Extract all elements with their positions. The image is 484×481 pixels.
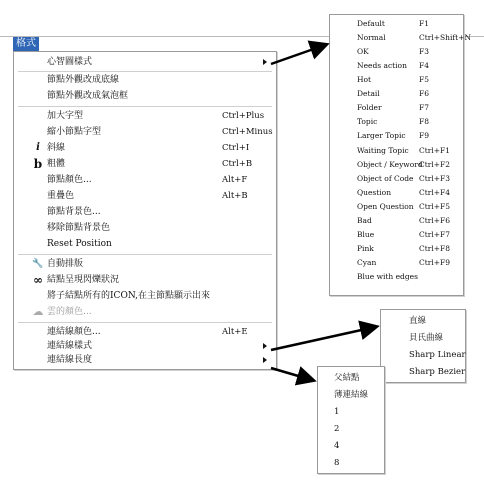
- menu-item-remove-bg-color[interactable]: [14, 220, 276, 236]
- menu-item-node-bg-color[interactable]: [14, 204, 276, 220]
- menu-separator: [18, 322, 272, 323]
- menu-format[interactable]: 格式: [13, 37, 39, 51]
- menu-item-label: 將子結點所有的ICON,在主節點顯示出來: [47, 291, 210, 301]
- format-menu-bottom: [13, 351, 277, 370]
- arrow-to-edge-style-submenu: [271, 327, 375, 350]
- style-item-label: Pink: [357, 244, 374, 253]
- submenu-arrow-icon: [263, 59, 267, 65]
- menu-item-label: 粗體: [47, 159, 66, 169]
- style-item-label: Needs action: [357, 61, 407, 70]
- style-item-label: Waiting Topic: [357, 146, 409, 155]
- menu-item-mindmap-style[interactable]: [14, 54, 276, 70]
- menu-item-accelerator: Ctrl+B: [222, 159, 253, 169]
- edge-width-item[interactable]: [318, 455, 384, 471]
- style-item-label: Open Question: [357, 202, 414, 211]
- style-item-label: Blue: [357, 230, 375, 239]
- edge-style-label: Sharp Linear: [409, 350, 466, 360]
- menu-item-accelerator: Alt+F: [222, 175, 248, 185]
- menu-item-decrease-font[interactable]: [14, 124, 276, 140]
- style-item-label: Object of Code: [357, 174, 414, 183]
- menu-item-label: 結點呈現閃爍狀況: [47, 275, 120, 285]
- style-item-accelerator: Ctrl+F3: [419, 174, 450, 183]
- edge-width-label: 4: [334, 441, 340, 451]
- style-item-accelerator: Ctrl+F1: [419, 146, 450, 155]
- menu-item-label: 加大字型: [47, 111, 84, 121]
- menu-item-label: 斜線: [47, 143, 66, 153]
- menu-item-overlay-color[interactable]: [14, 188, 276, 204]
- style-item-accelerator: F6: [419, 89, 429, 98]
- menu-item-accelerator: Ctrl+I: [222, 143, 250, 153]
- menu-item-accelerator: Ctrl+Minus: [222, 127, 273, 137]
- style-item-accelerator: F7: [419, 103, 429, 112]
- style-item-label: Blue with edges: [357, 272, 418, 281]
- style-item-label: Folder: [357, 103, 382, 112]
- menu-item-increase-font[interactable]: [14, 108, 276, 124]
- edge-width-item[interactable]: [318, 404, 384, 420]
- menu-item-label: 節點外觀改成氣泡框: [47, 91, 129, 101]
- style-item-label: Bad: [357, 216, 372, 225]
- edge-style-item[interactable]: [381, 329, 465, 347]
- menu-item-label: Reset Position: [47, 239, 112, 249]
- edge-width-item[interactable]: [318, 387, 384, 403]
- menu-item-label: 節點顏色...: [47, 175, 92, 185]
- italic-icon: i: [36, 142, 40, 153]
- edge-width-item[interactable]: [318, 438, 384, 454]
- menu-item-italic[interactable]: [14, 140, 276, 156]
- style-item-label: OK: [357, 47, 369, 56]
- menu-separator: [18, 254, 272, 255]
- menu-item-node-blink[interactable]: [14, 272, 276, 288]
- infinity-icon: ∞: [33, 273, 43, 287]
- edge-style-item[interactable]: [381, 363, 465, 381]
- wrench-icon: 🔧: [32, 259, 44, 269]
- menu-item-bold[interactable]: [14, 156, 276, 172]
- menu-item-cloud-color[interactable]: [14, 304, 276, 320]
- menu-item-label: 移除節點背景色: [47, 223, 111, 233]
- menu-item-accelerator: Alt+E: [222, 327, 248, 337]
- style-item-accelerator: Ctrl+F6: [419, 216, 450, 225]
- menu-item-edge-color[interactable]: [14, 324, 276, 340]
- menu-item-underline-nodes[interactable]: [14, 72, 276, 88]
- style-item-accelerator: Ctrl+Shift+N: [419, 33, 472, 42]
- style-item-label: Default: [357, 19, 385, 28]
- menu-item-reset-position[interactable]: [14, 236, 276, 252]
- edge-width-label: 薄連結線: [334, 390, 369, 400]
- menu-item-accelerator: Ctrl+Plus: [222, 111, 265, 121]
- style-item[interactable]: [330, 268, 463, 285]
- style-submenu: [329, 14, 472, 296]
- edge-width-item[interactable]: [318, 421, 384, 437]
- style-item-accelerator: Ctrl+F8: [419, 244, 450, 253]
- menu-item-label: 自動排版: [47, 259, 84, 269]
- style-item-accelerator: Ctrl+F9: [419, 258, 450, 267]
- edge-style-submenu: [380, 309, 466, 383]
- menu-item-label: 連結線樣式: [47, 341, 93, 351]
- edge-width-label: 2: [334, 424, 340, 434]
- arrow-to-style-submenu: [271, 45, 325, 64]
- edge-width-label: 父結點: [334, 373, 360, 383]
- menu-item-edge-width[interactable]: [14, 351, 276, 369]
- style-item-accelerator: F5: [419, 75, 429, 84]
- menu-item-node-color[interactable]: [14, 172, 276, 188]
- edge-style-label: 直線: [409, 316, 427, 326]
- style-item-accelerator: F8: [419, 117, 429, 126]
- submenu-arrow-icon: [263, 343, 267, 349]
- menu-item-label: 連結線長度: [47, 355, 93, 365]
- style-item-accelerator: Ctrl+F2: [419, 160, 450, 169]
- style-item-label: Detail: [357, 89, 380, 98]
- menu-item-label: 重疊色: [47, 191, 75, 201]
- cloud-icon: ☁: [32, 305, 44, 318]
- edge-width-label: 8: [334, 458, 340, 468]
- menu-item-label: 心智圖樣式: [47, 57, 93, 67]
- style-item-accelerator: F9: [419, 131, 429, 140]
- edge-style-item[interactable]: [381, 346, 465, 364]
- edge-style-label: Sharp Bezier: [409, 367, 466, 377]
- style-item-label: Question: [357, 188, 392, 197]
- format-menu: [13, 51, 277, 353]
- style-item-accelerator: F4: [419, 61, 429, 70]
- menu-item-label: 連結線顏色...: [47, 327, 101, 337]
- style-item-accelerator: Ctrl+F5: [419, 202, 450, 211]
- style-item-label: Topic: [357, 117, 378, 126]
- edge-width-label: 1: [334, 407, 340, 417]
- menu-separator: [18, 106, 272, 107]
- menu-item-show-child-icons[interactable]: [14, 288, 276, 304]
- style-item-accelerator: F3: [419, 47, 429, 56]
- menu-item-auto-layout[interactable]: [14, 256, 276, 272]
- menu-item-label: 雲的顏色...: [47, 307, 92, 317]
- style-item-label: Hot: [357, 75, 372, 84]
- style-item-label: Cyan: [357, 258, 377, 267]
- style-item-accelerator: Ctrl+F4: [419, 188, 450, 197]
- style-item-label: Larger Topic: [357, 131, 406, 140]
- arrow-to-edge-width-submenu: [271, 368, 312, 380]
- style-item-accelerator: F1: [419, 19, 429, 28]
- menu-item-label: 縮小節點字型: [47, 127, 102, 137]
- style-item-accelerator: Ctrl+F7: [419, 230, 450, 239]
- style-item-label: Normal: [357, 33, 386, 42]
- menu-item-label: 節點外觀改成底線: [47, 75, 120, 85]
- edge-width-item[interactable]: [318, 370, 384, 386]
- edge-style-label: 貝氏曲線: [409, 333, 444, 343]
- edge-width-submenu: [317, 366, 385, 474]
- edge-style-item[interactable]: [381, 312, 465, 330]
- style-item-label: Object / Keyword: [357, 160, 423, 169]
- menu-item-bubble-nodes[interactable]: [14, 88, 276, 104]
- bold-icon: b: [33, 157, 43, 171]
- menu-item-label: 節點背景色...: [47, 207, 101, 217]
- menu-item-accelerator: Alt+B: [222, 191, 248, 201]
- submenu-arrow-icon: [263, 357, 267, 363]
